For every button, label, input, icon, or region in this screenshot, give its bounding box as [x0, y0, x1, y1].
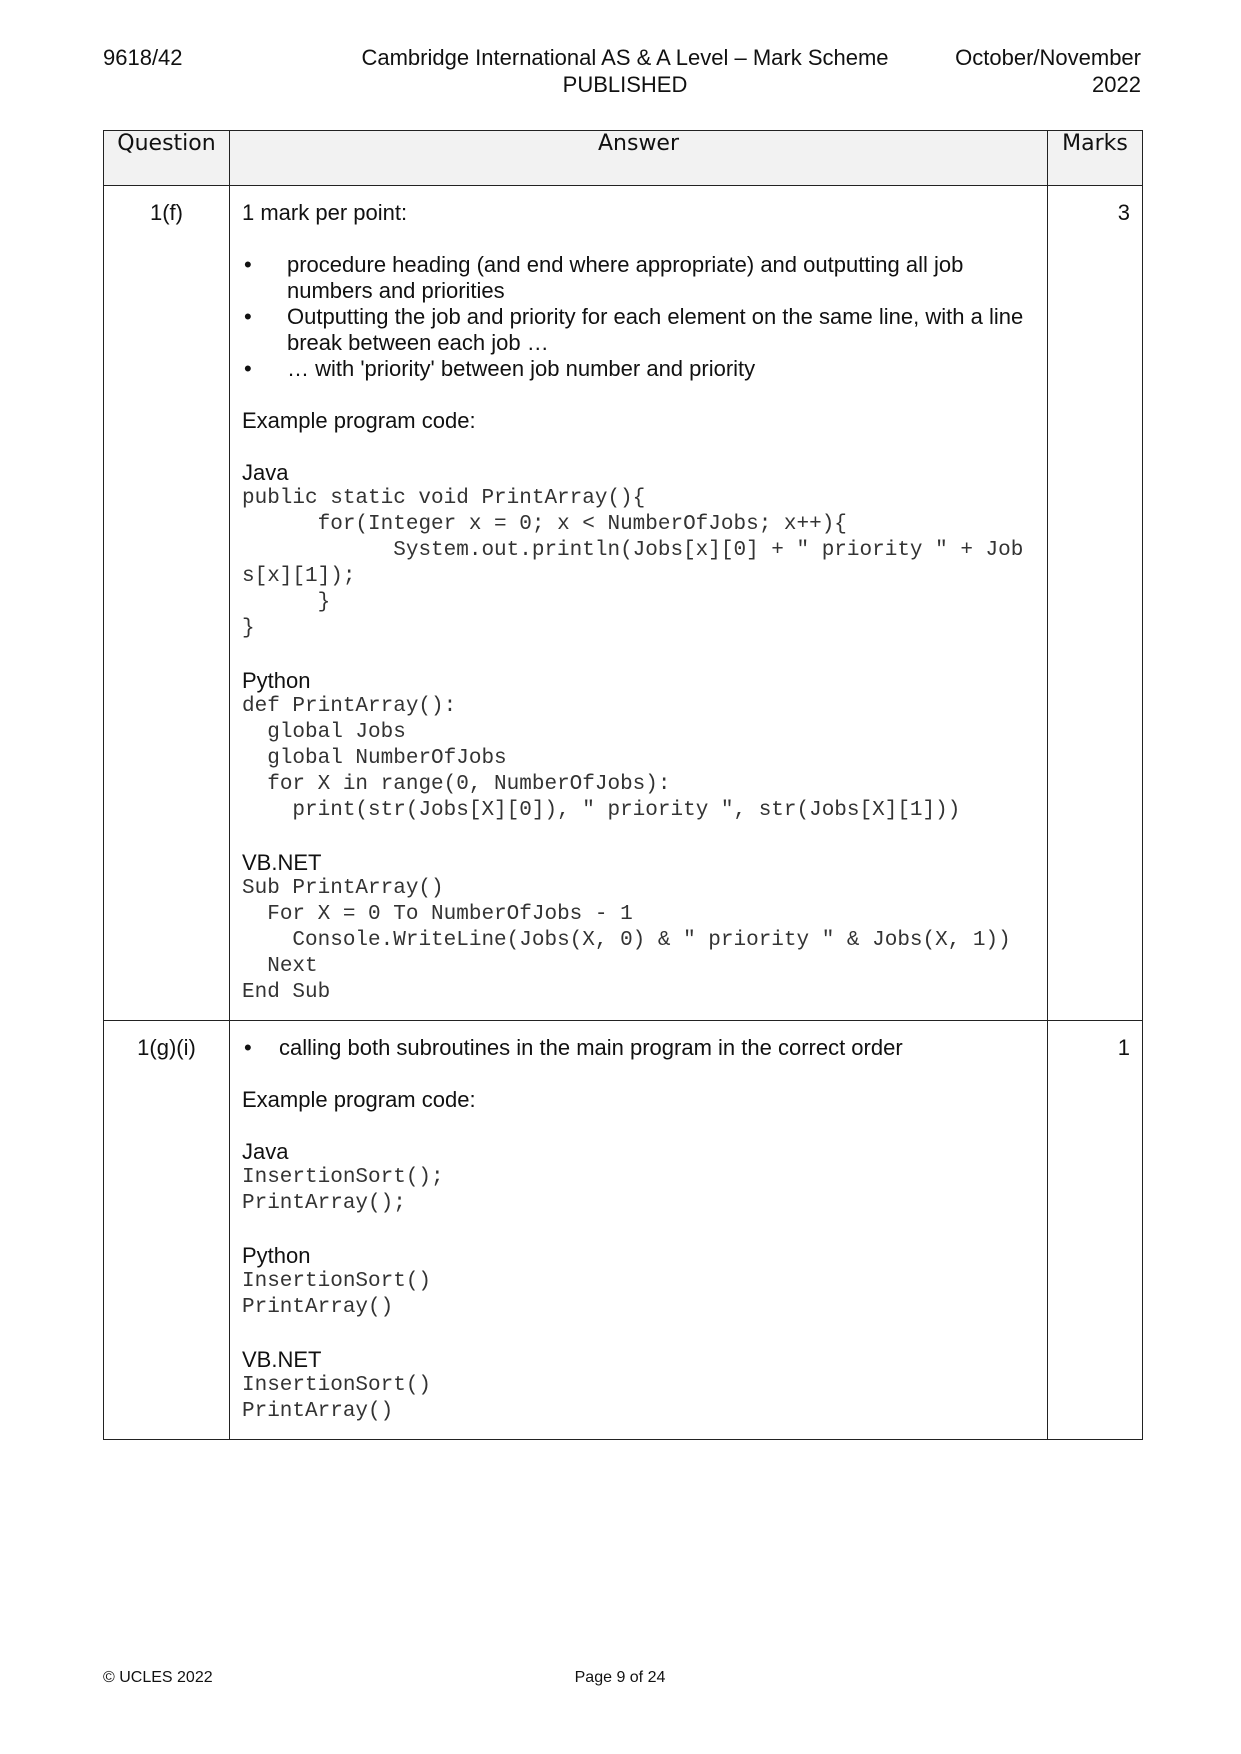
page-number: Page 9 of 24: [574, 1669, 666, 1686]
vbnet-code: InsertionSort() PrintArray(): [242, 1374, 432, 1423]
table-row: [104, 186, 1143, 1021]
exam-session: [955, 44, 1141, 98]
marks-value: 1: [1048, 1021, 1143, 1440]
answer-column-header: Answer: [230, 131, 1048, 186]
java-code: InsertionSort(); PrintArray();: [242, 1166, 444, 1215]
python-code: InsertionSort() PrintArray(): [242, 1270, 432, 1319]
marking-point: • … with 'priority' between job number and priority: [242, 356, 1033, 382]
paper-code: 9618/42: [103, 45, 183, 70]
session-line-2: 2022: [1092, 72, 1141, 97]
vbnet-label: VB.NET: [242, 850, 322, 875]
example-label: Example program code:: [242, 1087, 476, 1112]
title-line-2: PUBLISHED: [562, 72, 688, 97]
java-label: Java: [242, 1139, 289, 1164]
java-code: public static void PrintArray(){ for(Integer x = 0; x < NumberOfJobs; x++){ System.out.println(Jobs[x][0] + " priority " + Jobs[x][1]); } }: [242, 487, 1024, 640]
mark-scheme-table: [103, 130, 1143, 1440]
title-line-1: Cambridge International AS & A Level – Mark Scheme: [361, 45, 889, 70]
page-title: [300, 44, 950, 98]
marking-point: • Outputting the job and priority for each element on the same line, with a line break between each job …: [242, 304, 1033, 356]
table-row: [104, 1021, 1143, 1440]
vbnet-label: VB.NET: [242, 1347, 322, 1372]
python-label: Python: [242, 668, 311, 693]
question-number: 1(f): [104, 186, 230, 1021]
python-label: Python: [242, 1243, 311, 1268]
table-header-row: [104, 131, 1143, 186]
session-line-1: October/November: [955, 45, 1141, 70]
copyright-notice: © UCLES 2022: [103, 1669, 213, 1686]
java-label: Java: [242, 460, 289, 485]
marking-point: • procedure heading (and end where appropriate) and outputting all job numbers and priorities: [242, 252, 1033, 304]
marks-value: 3: [1048, 186, 1143, 1021]
question-number: 1(g)(i): [104, 1021, 230, 1440]
answer-cell: [230, 186, 1048, 1021]
marks-column-header: Marks: [1048, 131, 1143, 186]
question-column-header: Question: [104, 131, 230, 186]
vbnet-code: Sub PrintArray() For X = 0 To NumberOfJobs - 1 Console.WriteLine(Jobs(X, 0) & " priority " & Jobs(X, 1)) Next End Sub: [242, 877, 1011, 1004]
example-label: Example program code:: [242, 408, 476, 433]
mark-intro: 1 mark per point:: [242, 200, 408, 225]
answer-cell: [230, 1021, 1048, 1440]
python-code: def PrintArray(): global Jobs global NumberOfJobs for X in range(0, NumberOfJobs): print(str(Jobs[X][0]), " priority ", str(Jobs[X][1])): [242, 695, 961, 822]
marking-points: [242, 1035, 1033, 1061]
marking-point: • calling both subroutines in the main program in the correct order: [242, 1035, 1033, 1061]
marking-points: [242, 252, 1033, 382]
